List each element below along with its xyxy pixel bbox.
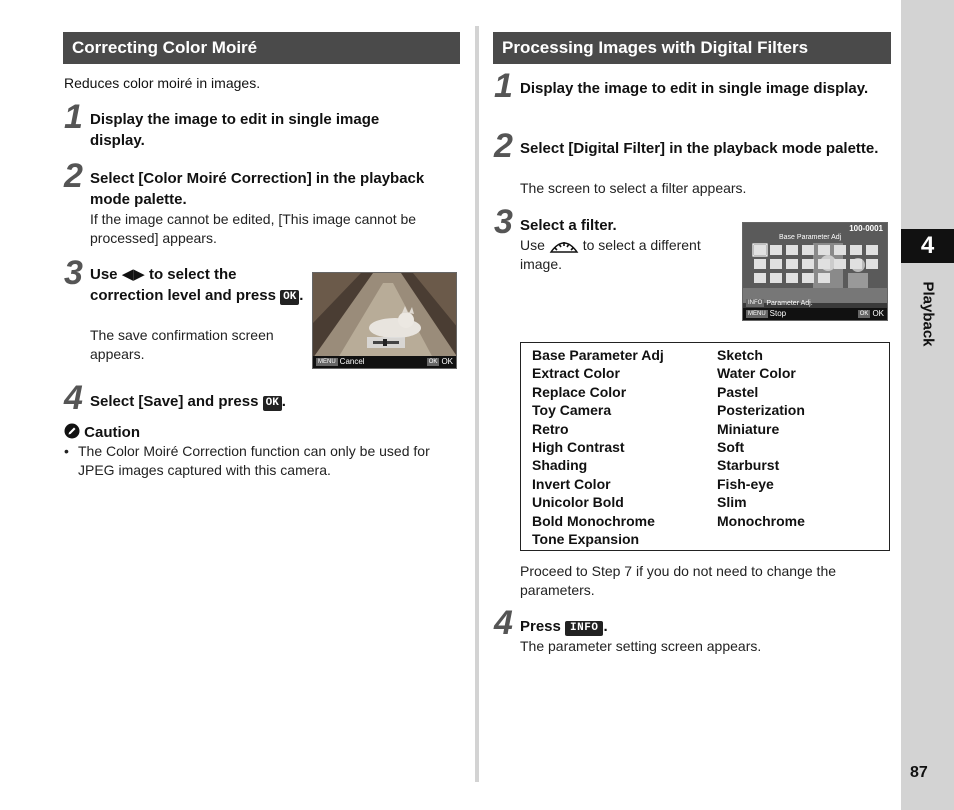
left-right-arrow-icon: ◀▶ bbox=[121, 266, 145, 283]
left-step-1-title: Display the image to edit in single image display. bbox=[90, 111, 380, 149]
left-step-3-number: 3 bbox=[64, 254, 83, 292]
step-3-desc-b: to select a different image. bbox=[520, 237, 701, 272]
right-step-1-number: 1 bbox=[494, 67, 513, 105]
filter-item: Invert Color bbox=[532, 475, 611, 492]
menu-key-icon: MENU bbox=[748, 311, 766, 317]
right-step-3-number: 3 bbox=[494, 203, 513, 241]
info-button-icon: INFO bbox=[565, 621, 603, 636]
intro-text: Reduces color moiré in images. bbox=[64, 75, 261, 91]
filter-name-label: Base Parameter Adj bbox=[779, 234, 842, 241]
filter-item: Monochrome bbox=[717, 512, 805, 529]
right-step-4-desc: The parameter setting screen appears. bbox=[520, 638, 762, 654]
rear-dial-icon bbox=[549, 237, 579, 253]
filter-item: Posterization bbox=[717, 402, 805, 419]
screen-bottom-bar bbox=[743, 308, 887, 320]
file-number: 100-0001 bbox=[849, 224, 883, 233]
filter-item: Sketch bbox=[717, 347, 763, 363]
chapter-number: 4 bbox=[901, 229, 954, 263]
step-3-period: . bbox=[299, 287, 304, 304]
filter-item: Fish-eye bbox=[717, 475, 774, 492]
right-step-4-title bbox=[520, 616, 608, 637]
ok-label: OK bbox=[872, 309, 884, 318]
filter-item: Miniature bbox=[717, 420, 780, 437]
filter-item: High Contrast bbox=[532, 439, 625, 456]
left-step-3-desc: The save confirmation screen appears. bbox=[90, 327, 274, 362]
right-step-1-title: Display the image to edit in single image display. bbox=[520, 80, 869, 97]
caution-heading bbox=[64, 422, 140, 443]
filter-item: Extract Color bbox=[532, 365, 620, 382]
ok-key-icon: OK bbox=[428, 359, 438, 365]
left-step-2-title: Select [Color Moiré Correction] in the playback mode palette. bbox=[90, 170, 425, 208]
filter-item: Base Parameter Adj bbox=[532, 347, 664, 363]
caution-text: The Color Moiré Correction function can only be used for JPEG images captured with this camera. bbox=[78, 443, 430, 478]
info-key-icon: INFO bbox=[748, 300, 763, 306]
step-4-period: . bbox=[281, 393, 286, 410]
right-step-4-number: 4 bbox=[494, 604, 513, 642]
filter-column-right bbox=[717, 346, 805, 530]
right-step-3-desc bbox=[520, 236, 725, 274]
filter-item: Tone Expansion bbox=[532, 531, 640, 548]
right-step-3-title: Select a filter. bbox=[520, 217, 617, 234]
left-step-2-number: 2 bbox=[64, 157, 83, 195]
filter-item: Bold Monochrome bbox=[532, 512, 655, 529]
cancel-label: Cancel bbox=[339, 357, 365, 366]
filter-column-left bbox=[532, 346, 664, 548]
filter-item: Water Color bbox=[717, 365, 796, 382]
ok-label: OK bbox=[441, 357, 453, 366]
column-divider bbox=[475, 26, 479, 782]
proceed-note: Proceed to Step 7 if you do not need to change the parameters. bbox=[520, 563, 837, 598]
filter-item: Replace Color bbox=[532, 383, 627, 400]
left-step-3-title bbox=[90, 264, 305, 306]
left-step-4-number: 4 bbox=[64, 379, 83, 417]
right-step-2-number: 2 bbox=[494, 127, 513, 165]
step-3-text-b: to select the correction level and press bbox=[90, 266, 276, 304]
step-3-text-a: Use bbox=[90, 266, 118, 283]
left-step-2-desc: If the image cannot be edited, [This image cannot be processed] appears. bbox=[90, 211, 417, 246]
moire-correction-screen bbox=[312, 272, 457, 369]
press-text: Press bbox=[520, 618, 561, 635]
filter-item: Retro bbox=[532, 420, 569, 437]
caution-title: Caution bbox=[84, 424, 140, 441]
filter-item: Pastel bbox=[717, 383, 759, 400]
left-step-4-title bbox=[90, 391, 286, 412]
step-4-period: . bbox=[603, 618, 608, 635]
filter-item: Unicolor Bold bbox=[532, 494, 624, 511]
filter-list-table bbox=[520, 342, 890, 551]
caution-bullet: • bbox=[64, 443, 69, 459]
parameter-adj-label: Parameter Adj. bbox=[766, 300, 813, 307]
filter-item: Starburst bbox=[717, 457, 780, 474]
step-3-desc-a: Use bbox=[520, 237, 545, 253]
right-step-2-title: Select [Digital Filter] in the playback mode palette. bbox=[520, 140, 879, 157]
side-tab bbox=[901, 0, 954, 810]
page-number: 87 bbox=[910, 764, 928, 781]
screen-bottom-bar bbox=[313, 356, 456, 368]
ok-button-icon: OK bbox=[280, 290, 299, 305]
caution-pencil-icon bbox=[64, 423, 80, 439]
step-4-text: Select [Save] and press bbox=[90, 393, 259, 410]
ok-key-icon: OK bbox=[859, 311, 869, 317]
menu-key-icon: MENU bbox=[318, 359, 336, 365]
right-step-2-desc: The screen to select a filter appears. bbox=[520, 180, 747, 196]
digital-filter-screen bbox=[742, 222, 888, 321]
ok-button-icon: OK bbox=[263, 396, 282, 411]
left-section-header: Correcting Color Moiré bbox=[63, 32, 460, 64]
filter-item: Shading bbox=[532, 457, 588, 474]
filter-item: Slim bbox=[717, 494, 747, 511]
left-step-1-number: 1 bbox=[64, 98, 83, 136]
dog-photo-image bbox=[313, 273, 457, 358]
param-bar bbox=[743, 299, 887, 308]
filter-item: Toy Camera bbox=[532, 402, 612, 419]
filter-item: Soft bbox=[717, 439, 745, 456]
right-section-header: Processing Images with Digital Filters bbox=[493, 32, 891, 64]
stop-label: Stop bbox=[769, 309, 787, 318]
chapter-label: Playback bbox=[919, 281, 937, 347]
